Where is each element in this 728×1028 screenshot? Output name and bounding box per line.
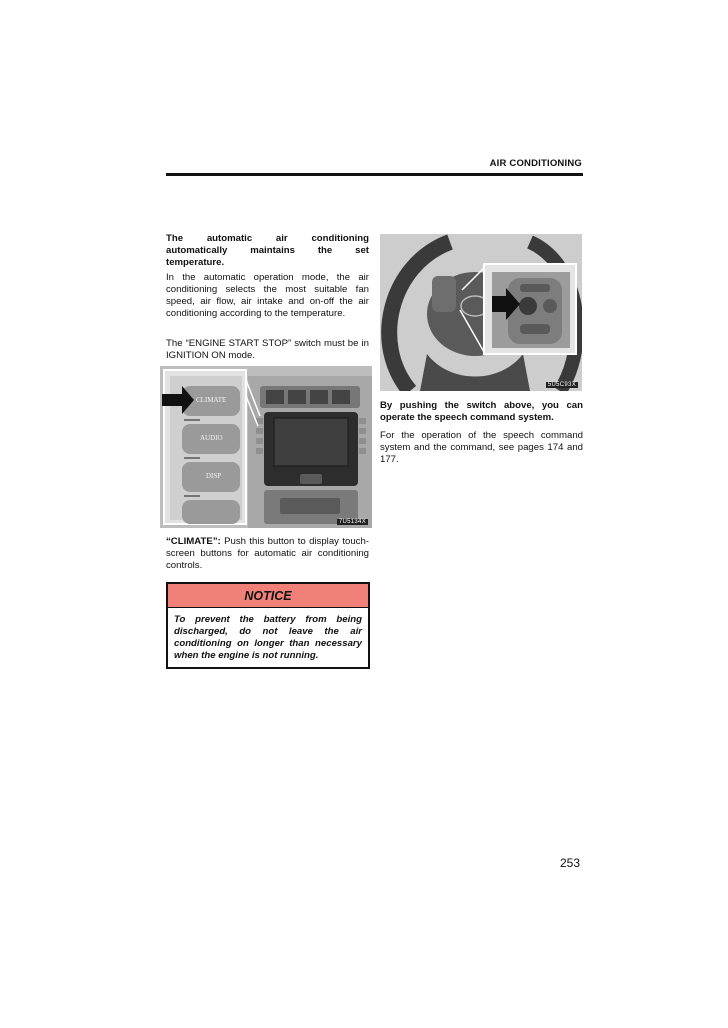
section-title: AIR CONDITIONING	[489, 158, 582, 169]
header-divider	[166, 173, 583, 176]
climate-description	[166, 536, 369, 572]
climate-term: “CLIMATE”:	[166, 536, 221, 547]
notice-box	[166, 582, 370, 669]
climate-definition: Push this button to display touch-screen buttons for automatic air conditioning controls.	[166, 536, 369, 571]
climate-button-figure	[160, 366, 372, 528]
page-number: 253	[559, 856, 580, 870]
climate-button-label: CLIMATE	[196, 396, 227, 404]
intro-paragraph: In the automatic operation mode, the air conditioning selects the most suitable fan speed, air flow, air intake and on-off the air conditioning according to the temperature.	[166, 272, 369, 319]
intro-heading: The automatic air conditioning automatically maintains the set temperature.	[166, 233, 369, 268]
speech-paragraph: For the operation of the speech command system and the command, see pages 174 and 177.	[380, 430, 583, 465]
ignition-note: The “ENGINE START STOP” switch must be in IGNITION ON mode.	[166, 338, 369, 361]
dashboard-illustration	[160, 366, 372, 528]
notice-text: To prevent the battery from being discharged, do not leave the air conditioning on longer than necessary when the engine is not running.	[174, 614, 362, 661]
disp-button-label: DISP	[206, 472, 222, 480]
speech-heading: By pushing the switch above, you can operate the speech command system.	[380, 400, 583, 423]
steering-wheel-illustration	[380, 234, 582, 391]
notice-title: NOTICE	[168, 584, 368, 608]
audio-button-label: AUDIO	[200, 434, 223, 442]
figure-code: 5U5C93X	[547, 382, 576, 388]
steering-switch-figure	[380, 234, 582, 391]
figure-code: 7U5134X	[338, 519, 366, 525]
